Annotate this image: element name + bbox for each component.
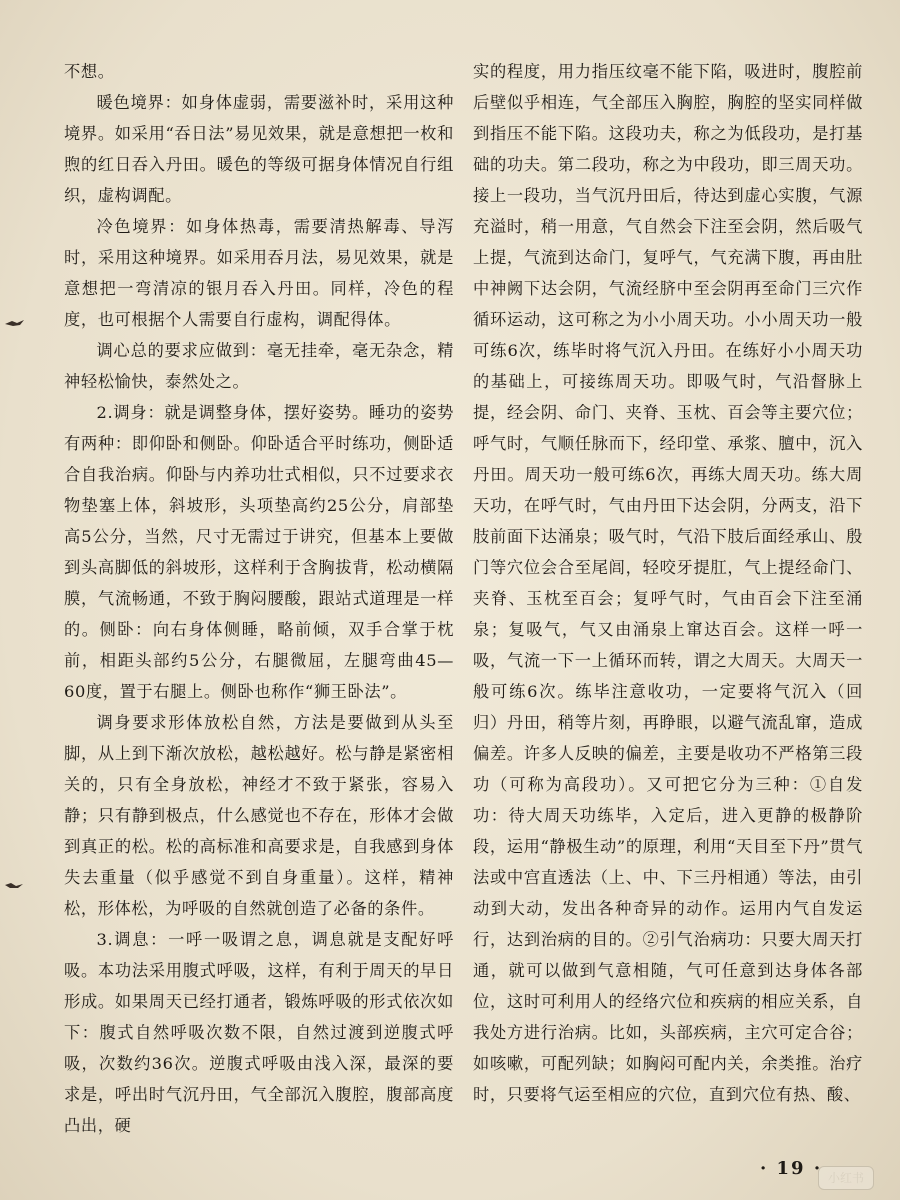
paragraph: 2.调身：就是调整身体，摆好姿势。睡功的姿势有两种：即仰卧和侧卧。仰卧适合平时练功，侧卧适合自我治病。仰卧与内养功壮式相似，只不过要求衣物垫塞上体，斜坡形，头项垫高约25公分，肩部垫高5公分，当然，尺寸无需过于讲究，但基本上要做到头高脚低的斜坡形，这样利于含胸拔背，松动横隔膜，气流畅通，不致于胸闷腰酸，跟站式道理是一样的。侧卧：向右身体侧睡，略前倾，双手合掌于枕前，相距头部约5公分，右腿微屈，左腿弯曲45—60度，置于右腿上。侧卧也称作“狮王卧法”。 xyxy=(64,403,454,701)
watermark-logo: 小红书 xyxy=(818,1166,874,1190)
paragraph: 调身要求形体放松自然，方法是要做到从头至脚，从上到下渐次放松，越松越好。松与静是紧密相关的，只有全身放松，神经才不致于紧张，容易入静；只有静到极点，什么感觉也不存在，形体才会做到真正的松。松的高标准和高要求是，自我感到身体失去重量（似乎感觉不到自身重量）。这样，精神松，形体松，为呼吸的自然就创造了必备的条件。 xyxy=(64,713,454,918)
left-text-column xyxy=(64,56,454,1141)
paragraph: 3.调息：一呼一吸谓之息，调息就是支配好呼吸。本功法采用腹式呼吸，这样，有利于周天的早日形成。如果周天已经打通者，锻炼呼吸的形式依次如下：腹式自然呼吸次数不限，自然过渡到逆腹式呼吸，次数约36次。逆腹式呼吸由浅入深，最深的要求是，呼出时气沉丹田，气全部沉入腹腔，腹部高度凸出，硬 xyxy=(64,930,454,1135)
page-number: · 19 · xyxy=(760,1158,823,1179)
paragraph: 不想。 xyxy=(64,62,115,81)
ink-smudge-mark xyxy=(4,318,26,328)
right-text-column xyxy=(473,56,863,1110)
ink-smudge-mark xyxy=(4,880,24,890)
paragraph: 暖色境界：如身体虚弱，需要滋补时，采用这种境界。如采用“吞日法”易见效果，就是意想把一枚和煦的红日吞入丹田。暖色的等级可据身体情况自行组织，虚构调配。 xyxy=(64,93,454,205)
paragraph: 冷色境界：如身体热毒，需要清热解毒、导泻时，采用这种境界。如采用吞月法，易见效果，就是意想把一弯清凉的银月吞入丹田。同样，冷色的程度，也可根据个人需要自行虚构，调配得体。 xyxy=(64,217,454,329)
paragraph: 调心总的要求应做到：毫无挂牵，毫无杂念，精神轻松愉快，泰然处之。 xyxy=(64,341,454,391)
paragraph: 实的程度，用力指压纹毫不能下陷，吸进时，腹腔前后壁似乎相连，气全部压入胸腔，胸腔的坚实同样做到指压不能下陷。这段功夫，称之为低段功，是打基础的功夫。第二段功，称之为中段功，即三周天功。接上一段功，当气沉丹田后，待达到虚心实腹，气源充溢时，稍一用意，气自然会下注至会阴，然后吸气上提，气流到达命门，复呼气，气充满下腹，再由肚中神阙下达会阴，气流经脐中至会阴再至命门三穴作循环运动，这可称之为小小周天功。小小周天功一般可练6次，练毕时将气沉入丹田。在练好小小周天功的基础上，可接练周天功。即吸气时，气沿督脉上提，经会阴、命门、夹脊、玉枕、百会等主要穴位；呼气时，气顺任脉而下，经印堂、承浆、膻中，沉入丹田。周天功一般可练6次，再练大周天功。练大周天功，在呼气时，气由丹田下达会阴，分两支，沿下肢前面下达涌泉；吸气时，气沿下肢后面经承山、殷门等穴位会合至尾闾，轻咬牙提肛，气上提经命门、夹脊、玉枕至百会；复呼气时，气由百会下注至涌泉；复吸气，气又由涌泉上窜达百会。这样一呼一吸，气流一下一上循环而转，谓之大周天。大周天一般可练6次。练毕注意收功，一定要将气沉入（回归）丹田，稍等片刻，再睁眼，以避气流乱窜，造成偏差。许多人反映的偏差，主要是收功不严格第三段功（可称为高段功）。又可把它分为三种：①自发功：待大周天功练毕，入定后，进入更静的极静阶段，运用“静极生动”的原理，利用“天目至下丹”贯气法或中宫直透法（上、中、下三丹相通）等法，由引动到大动，发出各种奇异的动作。运用内气自发运行，达到治病的目的。②引气治病功：只要大周天打通，就可以做到气意相随，气可任意到达身体各部位，这时可利用人的经络穴位和疾病的相应关系，自我处方进行治病。比如，头部疾病，主穴可定合谷；如咳嗽，可配列缺；如胸闷可配内关，余类推。治疗时，只要将气运至相应的穴位，直到穴位有热、酸、 xyxy=(473,62,863,1104)
